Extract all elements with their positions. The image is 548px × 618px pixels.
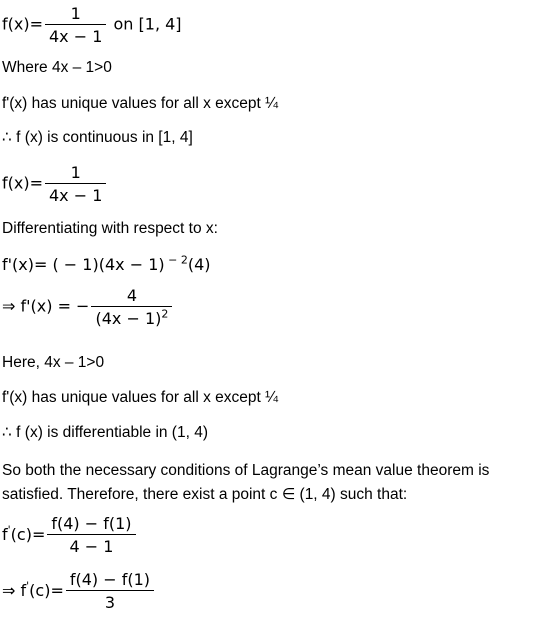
- denominator: 4x − 1: [45, 183, 106, 205]
- function-definition-repeat: [2, 163, 108, 205]
- derivative-simplified: [2, 286, 174, 328]
- denominator: 3: [66, 590, 154, 612]
- interval-text: on [1, 4]: [113, 14, 182, 34]
- function-definition: [2, 4, 182, 46]
- numerator: f(4) − f(1): [69, 570, 151, 589]
- fx-lhs: f(x)=: [2, 14, 43, 34]
- denominator: 4x − 1: [45, 24, 106, 46]
- fraction: [66, 570, 154, 612]
- fraction: [45, 4, 106, 46]
- denominator-exponent: 2: [161, 307, 169, 321]
- unique-values-statement-2: f'(x) has unique values for all x except ¼: [2, 389, 279, 406]
- denominator: 4 − 1: [47, 534, 135, 556]
- fx-lhs: f(x)=: [2, 173, 43, 193]
- derivative-expression: [2, 255, 211, 274]
- denominator: [91, 306, 172, 328]
- continuity-statement: ∴ f (x) is continuous in [1, 4]: [2, 129, 193, 146]
- mvt-lhs: f'(c)=: [2, 523, 46, 544]
- numerator: 1: [70, 163, 81, 182]
- mvt2-lhs: ⇒ f'(c)=: [2, 579, 64, 600]
- mvt-equation: [2, 514, 138, 556]
- differentiating-text: Differentiating with respect to x:: [2, 220, 218, 237]
- conclusion-paragraph: So both the necessary conditions of Lagrange’s mean value theorem is satisfied. Therefore, there exist a point c ∈ (1, 4) such that:: [2, 462, 490, 503]
- fraction: [47, 514, 135, 556]
- fraction: [91, 286, 172, 328]
- numerator: 1: [70, 4, 81, 23]
- unique-values-statement: f'(x) has unique values for all x except ¼: [2, 95, 279, 112]
- derivative-base: f'(x)= ( − 1)(4x − 1): [2, 255, 165, 274]
- derivative-exponent: − 2: [164, 253, 188, 267]
- differentiability-statement: ∴ f (x) is differentiable in (1, 4): [2, 424, 208, 441]
- prime-mark: ': [26, 579, 30, 593]
- derivative-factor: (4): [187, 255, 211, 274]
- fraction: [45, 163, 106, 205]
- denominator-base: (4x − 1): [95, 309, 162, 328]
- mvt-equation-simplified: [2, 570, 156, 612]
- where-condition: Where 4x – 1>0: [2, 59, 112, 76]
- prime-mark: ': [7, 523, 11, 537]
- implies-lhs: ⇒ f'(x) = −: [2, 296, 90, 316]
- numerator: 4: [126, 286, 137, 305]
- numerator: f(4) − f(1): [51, 514, 132, 533]
- here-condition: Here, 4x – 1>0: [2, 354, 105, 371]
